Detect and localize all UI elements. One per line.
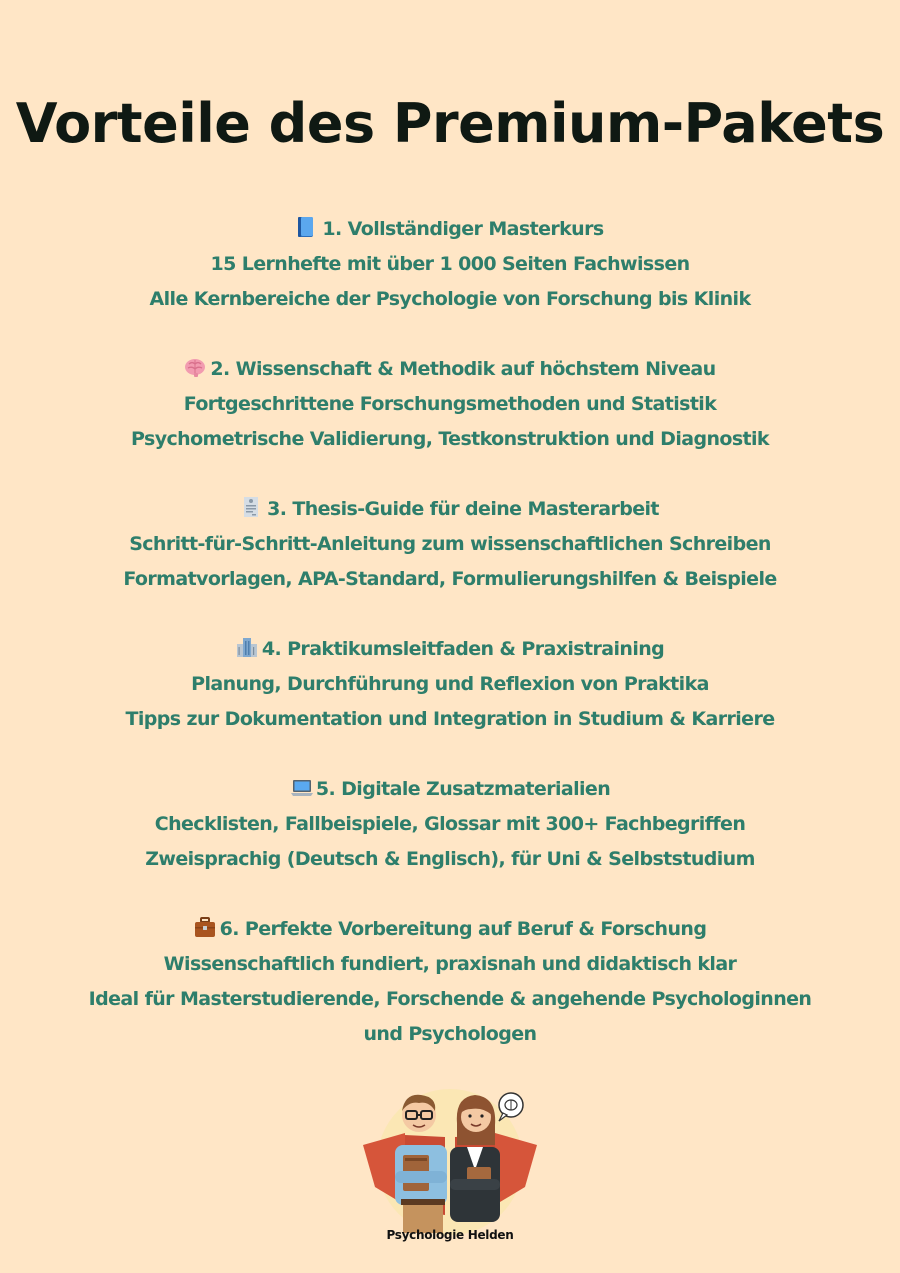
benefit-heading-text: 4. Praktikumsleitfaden & Praxistraining <box>261 638 665 660</box>
page-title: Vorteile des Premium-Pakets <box>15 92 885 155</box>
benefit-heading-text: 2. Wissenschaft & Methodik auf höchstem Niveau <box>210 358 716 380</box>
benefit-detail: Zweisprachig (Deutsch & Englisch), für Uni & Selbststudium <box>145 848 755 870</box>
benefit-section-5 <box>0 772 900 877</box>
benefit-heading-2 <box>0 352 900 387</box>
benefits-list <box>0 212 900 1087</box>
benefit-heading-6 <box>0 912 900 947</box>
benefit-detail: Fortgeschrittene Forschungsmethoden und Statistik <box>183 393 717 415</box>
benefit-heading-text: 3. Thesis-Guide für deine Masterarbeit <box>267 498 659 520</box>
benefit-heading-4 <box>0 632 900 667</box>
benefit-detail: 15 Lernhefte mit über 1 000 Seiten Fachwissen <box>210 253 690 275</box>
benefit-detail: Planung, Durchführung und Reflexion von Praktika <box>191 673 709 695</box>
benefit-detail: Ideal für Masterstudierende, Forschende & angehende Psychologinnen und Psychologen <box>88 988 812 1045</box>
benefit-heading-3 <box>0 492 900 527</box>
benefit-section-2 <box>0 352 900 457</box>
benefit-section-6 <box>0 912 900 1052</box>
logo-caption: Psychologie Helden <box>386 1228 514 1242</box>
heroes-illustration-icon <box>345 1075 555 1235</box>
benefit-detail: Tipps zur Dokumentation und Integration in Studium & Karriere <box>125 708 775 730</box>
receipt-document-icon <box>241 495 261 517</box>
benefit-heading-1 <box>0 212 900 247</box>
benefit-section-4 <box>0 632 900 737</box>
benefit-detail: Wissenschaftlich fundiert, praxisnah und didaktisch klar <box>163 953 737 975</box>
laptop-icon <box>290 775 310 797</box>
benefit-section-1 <box>0 212 900 317</box>
briefcase-icon <box>194 915 214 937</box>
benefit-heading-text: 6. Perfekte Vorbereitung auf Beruf & Forschung <box>219 918 707 940</box>
benefit-detail: Checklisten, Fallbeispiele, Glossar mit 300+ Fachbegriffen <box>154 813 746 835</box>
benefit-detail: Formatvorlagen, APA-Standard, Formulierungshilfen & Beispiele <box>123 568 777 590</box>
benefit-detail: Alle Kernbereiche der Psychologie von Forschung bis Klinik <box>149 288 751 310</box>
brain-icon <box>184 355 204 377</box>
benefit-heading-text: 1. Vollständiger Masterkurs <box>322 218 604 240</box>
benefit-section-3 <box>0 492 900 597</box>
benefit-heading-5 <box>0 772 900 807</box>
benefit-detail: Schritt-für-Schritt-Anleitung zum wissenschaftlichen Schreiben <box>129 533 771 555</box>
benefit-detail: Psychometrische Validierung, Testkonstruktion und Diagnostik <box>131 428 769 450</box>
blue-book-icon <box>296 215 316 237</box>
benefit-heading-text: 5. Digitale Zusatzmaterialien <box>315 778 611 800</box>
office-building-icon <box>236 635 256 657</box>
